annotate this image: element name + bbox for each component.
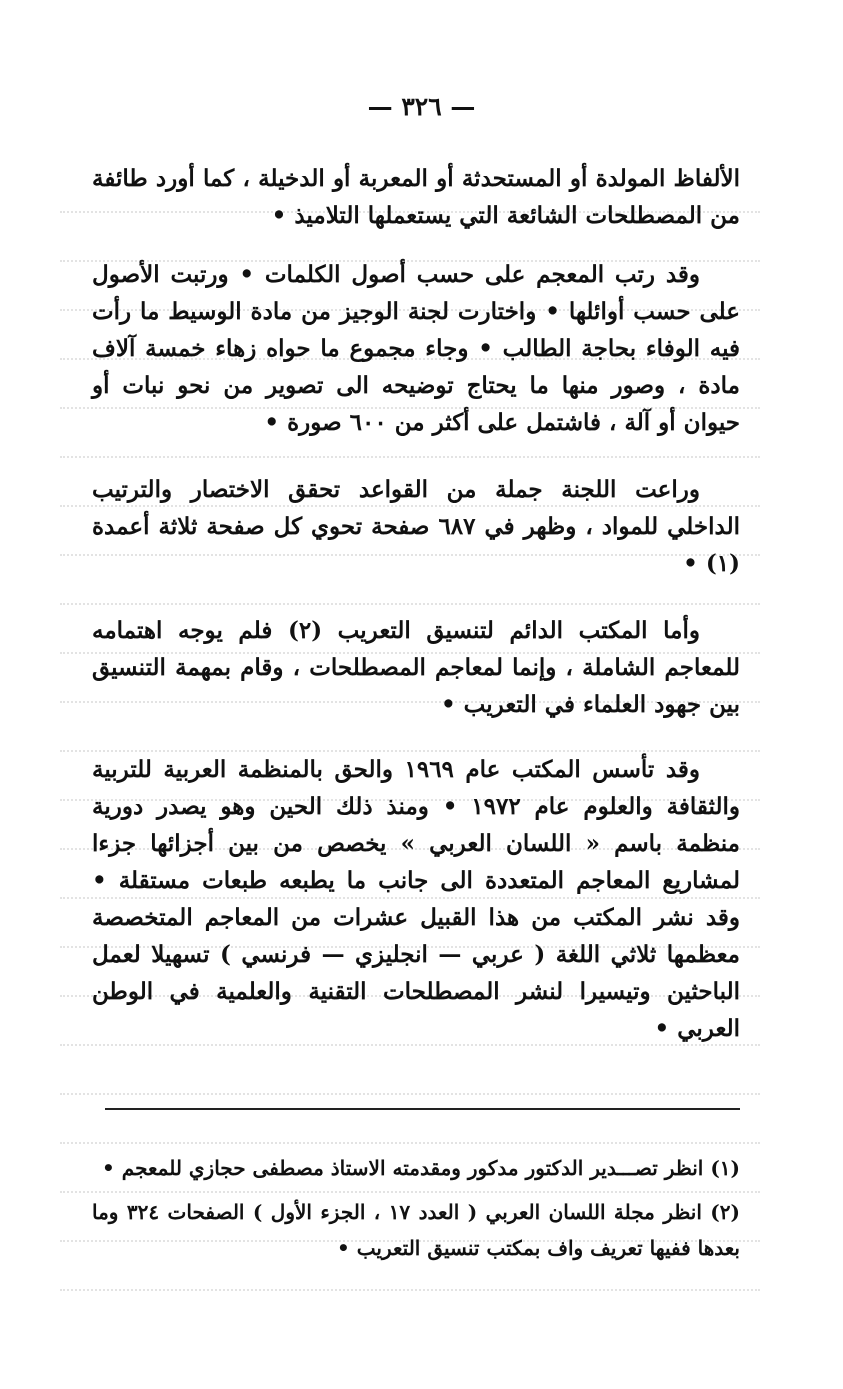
page-number: — ٣٢٦ — <box>367 92 476 121</box>
footnote-separator <box>105 1108 740 1110</box>
paragraph-office-history: وقد تأسس المكتب عام ١٩٦٩ والحق بالمنظمة العربية للتربية والثقافة والعلوم عام ١٩٧٢ • ومنذ ذلك الحين وهو يصدر دورية منظمة باسم « اللسان العربي » يخصص من بين أجزائها جزءا لمشاريع المعاجم المتعددة الى جانب ما يطبعه طبعات مستقلة • وقد نشر المكتب من هذا القبيل عشرات من المعاجم المتخصصة معظمها ثلاثي اللغة ( عربي — انجليزي — فرنسي ) تسهيلا لعمل الباحثين وتيسيرا لنشر المصطلحات التقنية والعلمية في الوطن العربي • <box>92 756 740 1042</box>
paragraph-continuation: الألفاظ المولدة أو المستحدثة أو المعربة أو الدخيلة ، كما أورد طائفة من المصطلحات الشائعة التي يستعملها التلاميذ • <box>92 165 740 229</box>
paragraph-rules: وراعت اللجنة جملة من القواعد تحقق الاختصار والترتيب الداخلي للمواد ، وظهر في ٦٨٧ صفحة تحوي كل صفحة ثلاثة أعمدة (١) • <box>92 476 740 577</box>
body-text <box>92 160 740 1047</box>
paragraph-arabization-office: وأما المكتب الدائم لتنسيق التعريب (٢) فلم يوجه اهتمامه للمعاجم الشاملة ، وإنما لمعاجم المصطلحات ، وقام بمهمة التنسيق بين جهود العلماء في التعريب • <box>92 617 740 718</box>
paragraph-arrangement: وقد رتب المعجم على حسب أصول الكلمات • ورتبت الأصول على حسب أوائلها • واختارت لجنة الوجيز من مادة الوسيط ما رأت فيه الوفاء بحاجة الطالب • وجاء مجموع ما حواه زهاء خمسة آلاف مادة ، وصور منها ما يحتاج توضيحه الى تصوير من نحو نبات أو حيوان أو آلة ، فاشتمل على أكثر من ٦٠٠ صورة • <box>92 261 740 436</box>
footnote-2: (٢) انظر مجلة اللسان العربي ( العدد ١٧ ، الجزء الأول ) الصفحات ٣٢٤ وما بعدها ففيها تعريف واف بمكتب تنسيق التعريب • <box>92 1200 740 1260</box>
footnote-1: (١) انظر تصـــدير الدكتور مدكور ومقدمته الاستاذ مصطفى حجازي للمعجم • <box>102 1156 740 1180</box>
footnotes <box>92 1150 740 1274</box>
